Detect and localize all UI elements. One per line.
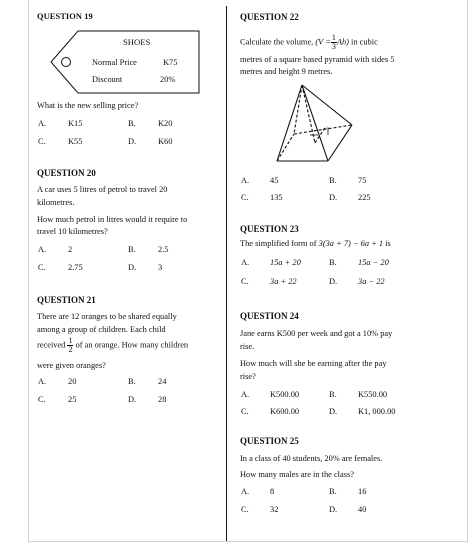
- q20-question-line2: travel 10 kilometres?: [37, 227, 108, 236]
- tag-discount-label: Discount: [92, 75, 123, 84]
- q20-text-line2: kilometres.: [37, 198, 75, 207]
- q22-option-c-label: C.: [241, 193, 249, 202]
- q23-option-c-label: C.: [241, 277, 249, 286]
- q19-option-c-value[interactable]: K55: [68, 137, 83, 146]
- q22-line1-end: in cubic: [351, 37, 378, 47]
- q21-option-c-value[interactable]: 25: [68, 395, 77, 404]
- q24-option-d-value[interactable]: K1, 000.00: [358, 407, 396, 416]
- q21-line3-start: received: [37, 340, 66, 350]
- q22-option-d-value[interactable]: 225: [358, 193, 371, 202]
- q21-option-c-label: C.: [38, 395, 46, 404]
- q25-option-a-label: A.: [241, 487, 250, 496]
- q22-line2: metres of a square based pyramid with sides 5: [240, 55, 395, 64]
- q19-heading: QUESTION 19: [37, 12, 93, 21]
- tag-normal-price-label: Normal Price: [92, 58, 137, 67]
- q20-option-a-value[interactable]: 2: [68, 245, 73, 254]
- q22-option-b-value[interactable]: 75: [358, 176, 367, 185]
- q20-option-b-value[interactable]: 2.5: [158, 245, 169, 254]
- q20-heading: QUESTION 20: [37, 168, 96, 178]
- q25-heading: QUESTION 25: [240, 436, 299, 446]
- q23-option-c-value[interactable]: 3a + 22: [270, 277, 297, 286]
- q24-option-d-label: D.: [329, 407, 338, 416]
- q23-line1-text: The simplified form of: [240, 239, 317, 248]
- q19-option-b-label: B.: [128, 119, 136, 128]
- q23-option-b-label: B.: [329, 258, 337, 267]
- q25-option-c-label: C.: [241, 505, 249, 514]
- tag-normal-price-value: K75: [163, 58, 178, 67]
- q24-line1: Jane earns K500 per week and got a 10% pay: [240, 329, 393, 338]
- q23-expression: 3(3a + 7) − 6a + 1: [318, 239, 384, 248]
- q22-line1-start: Calculate the volume,: [240, 37, 314, 47]
- q23-heading: QUESTION 23: [240, 224, 299, 234]
- q22-option-c-value[interactable]: 135: [270, 193, 283, 202]
- q23-line1-end: is: [385, 239, 391, 248]
- q25-option-d-label: D.: [329, 505, 338, 514]
- q20-option-c-value[interactable]: 2.75: [68, 263, 83, 272]
- q21-line4: were given oranges?: [37, 361, 106, 370]
- tag-title: SHOES: [123, 37, 151, 47]
- q24-question-line1: How much will she be earning after the pay: [240, 359, 387, 368]
- q22-frac-den: 3: [331, 42, 336, 51]
- q20-text-line1: A car uses 5 litres of petrol to travel 20: [37, 185, 168, 194]
- pyramid-diagram: [268, 79, 360, 169]
- q19-option-d-value[interactable]: K60: [158, 137, 173, 146]
- q21-option-a-value[interactable]: 20: [68, 377, 77, 386]
- q19-option-a-value[interactable]: K15: [68, 119, 83, 128]
- q24-option-c-value[interactable]: K600.00: [270, 407, 300, 416]
- tag-hole-icon: [62, 58, 71, 67]
- q21-line1: There are 12 oranges to be shared equally: [37, 312, 177, 321]
- q25-option-c-value[interactable]: 32: [270, 505, 279, 514]
- q19-question: What is the new selling price?: [37, 101, 139, 110]
- q24-line2: rise.: [240, 342, 255, 351]
- q19-option-d-label: D.: [128, 137, 137, 146]
- q21-frac-num: 1: [68, 336, 73, 345]
- q23-option-d-value[interactable]: 3a − 22: [358, 277, 385, 286]
- column-divider: [226, 6, 227, 541]
- q20-option-d-label: D.: [128, 263, 137, 272]
- q20-option-a-label: A.: [38, 245, 47, 254]
- q21-line3: [37, 337, 188, 354]
- q21-option-b-label: B.: [128, 377, 136, 386]
- q24-option-a-label: A.: [241, 390, 250, 399]
- q24-option-b-value[interactable]: K550.00: [358, 390, 388, 399]
- q21-option-d-label: D.: [128, 395, 137, 404]
- q21-option-d-value[interactable]: 28: [158, 395, 167, 404]
- q23-line1: [240, 238, 391, 250]
- q21-option-a-label: A.: [38, 377, 47, 386]
- q24-option-a-value[interactable]: K500.00: [270, 390, 300, 399]
- q20-question-line1: How much petrol in litres would it require to: [37, 215, 188, 224]
- q24-heading: QUESTION 24: [240, 311, 299, 321]
- q24-question-line2: rise?: [240, 372, 256, 381]
- q25-option-b-label: B.: [329, 487, 337, 496]
- q25-option-a-value[interactable]: 8: [270, 487, 275, 496]
- q25-option-b-value[interactable]: 16: [358, 487, 367, 496]
- q21-frac-den: 2: [68, 345, 73, 354]
- q21-line2: among a group of children. Each child: [37, 325, 166, 334]
- q24-option-b-label: B.: [329, 390, 337, 399]
- q23-option-a-value[interactable]: 15a + 20: [270, 258, 301, 267]
- q22-heading: QUESTION 22: [240, 12, 299, 22]
- q23-option-b-value[interactable]: 15a − 20: [358, 258, 389, 267]
- q22-line3: metres and height 9 metres.: [240, 67, 333, 76]
- q22-formula-post: Ah): [336, 37, 349, 47]
- q19-option-a-label: A.: [38, 119, 47, 128]
- q25-option-d-value[interactable]: 40: [358, 505, 367, 514]
- tag-discount-value: 20%: [160, 75, 176, 84]
- q22-option-d-label: D.: [329, 193, 338, 202]
- q19-option-b-value[interactable]: K20: [158, 119, 173, 128]
- q20-option-b-label: B.: [128, 245, 136, 254]
- q20-option-d-value[interactable]: 3: [158, 263, 163, 272]
- q22-option-a-label: A.: [241, 176, 250, 185]
- q24-option-c-label: C.: [241, 407, 249, 416]
- q22-formula-pre: (V =: [315, 37, 331, 47]
- q20-option-c-label: C.: [38, 263, 46, 272]
- q21-line3-end: of an orange. How many children: [75, 340, 189, 350]
- q21-fraction: [67, 337, 73, 354]
- q21-option-b-value[interactable]: 24: [158, 377, 167, 386]
- q25-question: How many males are in the class?: [240, 470, 354, 479]
- q23-option-a-label: A.: [241, 258, 250, 267]
- q22-option-b-label: B.: [329, 176, 337, 185]
- q21-heading: QUESTION 21: [37, 295, 96, 305]
- q22-frac-num: 1: [331, 33, 336, 42]
- q19-option-c-label: C.: [38, 137, 46, 146]
- q22-option-a-value[interactable]: 45: [270, 176, 279, 185]
- q22-line1: [240, 34, 378, 51]
- q23-option-d-label: D.: [329, 277, 338, 286]
- q25-line1: In a class of 40 students, 20% are females.: [240, 454, 383, 463]
